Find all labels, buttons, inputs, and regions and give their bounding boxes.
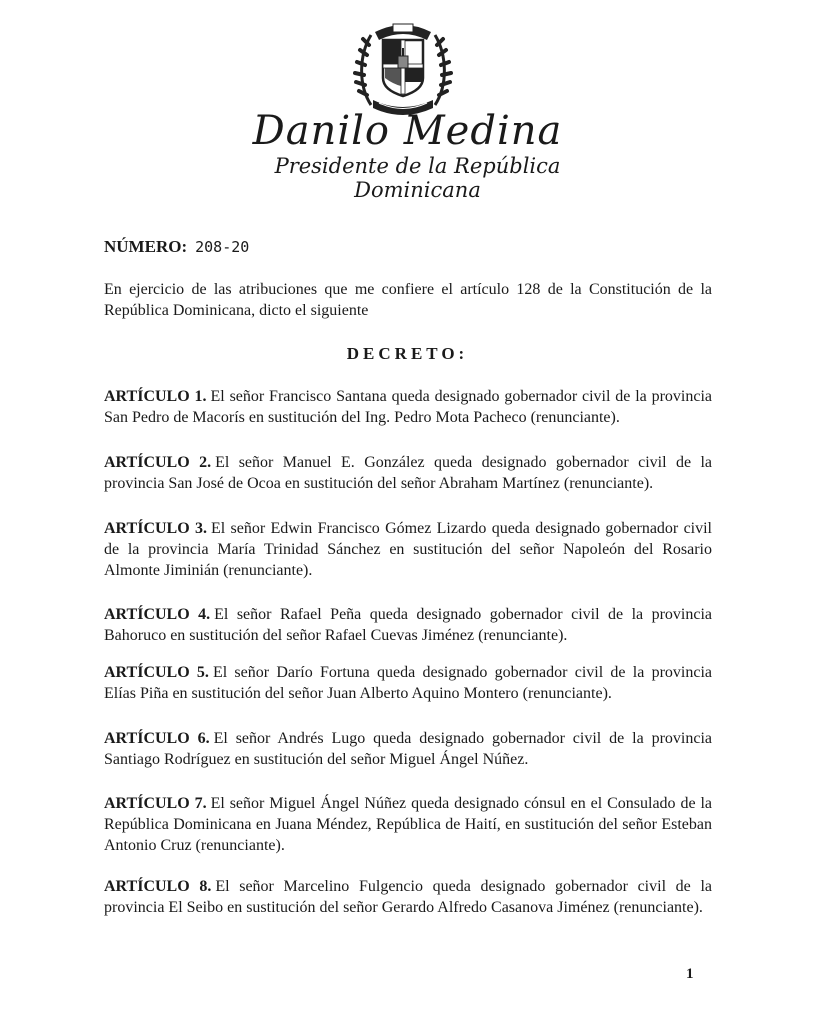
article-label: ARTÍCULO 7.: [104, 795, 207, 812]
coat-of-arms-icon: [353, 10, 453, 120]
article-7: [104, 793, 712, 856]
article-2: [104, 452, 712, 494]
signature-title: Presidente de la República Dominicana: [274, 154, 561, 202]
article-6: [104, 728, 712, 770]
article-text: El señor Rafael Peña queda designado gobernador civil de la provincia Bahoruco en sustitución del señor Rafael Cuevas Jiménez (renunciante).: [104, 606, 712, 644]
article-label: ARTÍCULO 6.: [104, 730, 210, 747]
article-text: El señor Darío Fortuna queda designado gobernador civil de la provincia Elías Piña en sustitución del señor Juan Alberto Aquino Montero (renunciante).: [104, 664, 713, 702]
decree-number: [104, 237, 249, 257]
decree-heading: DECRETO:: [346, 344, 469, 363]
decree-number-label: NÚMERO:: [104, 237, 188, 256]
article-text: El señor Manuel E. González queda designado gobernador civil de la provincia San José de Ocoa en sustitución del señor Abraham Martínez (renunciante).: [104, 454, 713, 492]
article-text: El señor Edwin Francisco Gómez Lizardo queda designado gobernador civil de la provincia María Trinidad Sánchez en sustitución del señor Napoleón del Rosario Almonte Jiminián (renunciante).: [104, 520, 713, 579]
article-label: ARTÍCULO 2.: [104, 454, 212, 471]
article-label: ARTÍCULO 5.: [104, 664, 209, 681]
article-text: El señor Andrés Lugo queda designado gobernador civil de la provincia Santiago Rodríguez en sustitución del señor Miguel Ángel Núñez.: [104, 730, 713, 768]
article-3: [104, 518, 712, 581]
article-1: [104, 386, 712, 428]
article-8: [104, 876, 712, 918]
article-label: ARTÍCULO 3.: [104, 520, 207, 537]
preamble: En ejercicio de las atribuciones que me confiere el artículo 128 de la Constitución de la República Dominicana, dicto el siguiente: [104, 281, 712, 319]
signature-name: Danilo Medina: [252, 108, 563, 154]
decree-number-value: 208-20: [195, 238, 250, 256]
page-number: 1: [686, 966, 694, 982]
article-text: El señor Marcelino Fulgencio queda designado gobernador civil de la provincia El Seibo en sustitución del señor Gerardo Alfredo Casanova Jiménez (renunciante).: [104, 878, 713, 916]
article-label: ARTÍCULO 8.: [104, 878, 212, 895]
article-5: [104, 662, 712, 704]
article-text: El señor Francisco Santana queda designado gobernador civil de la provincia San Pedro de Macorís en sustitución del Ing. Pedro Mota Pacheco (renunciante).: [104, 388, 713, 426]
article-4: [104, 604, 712, 646]
article-label: ARTÍCULO 4.: [104, 606, 211, 623]
article-label: ARTÍCULO 1.: [104, 388, 207, 405]
article-text: El señor Miguel Ángel Núñez queda designado cónsul en el Consulado de la República Dominicana en Juana Méndez, República de Haití, en sustitución del señor Esteban Antonio Cruz (renunciante).: [104, 795, 712, 854]
